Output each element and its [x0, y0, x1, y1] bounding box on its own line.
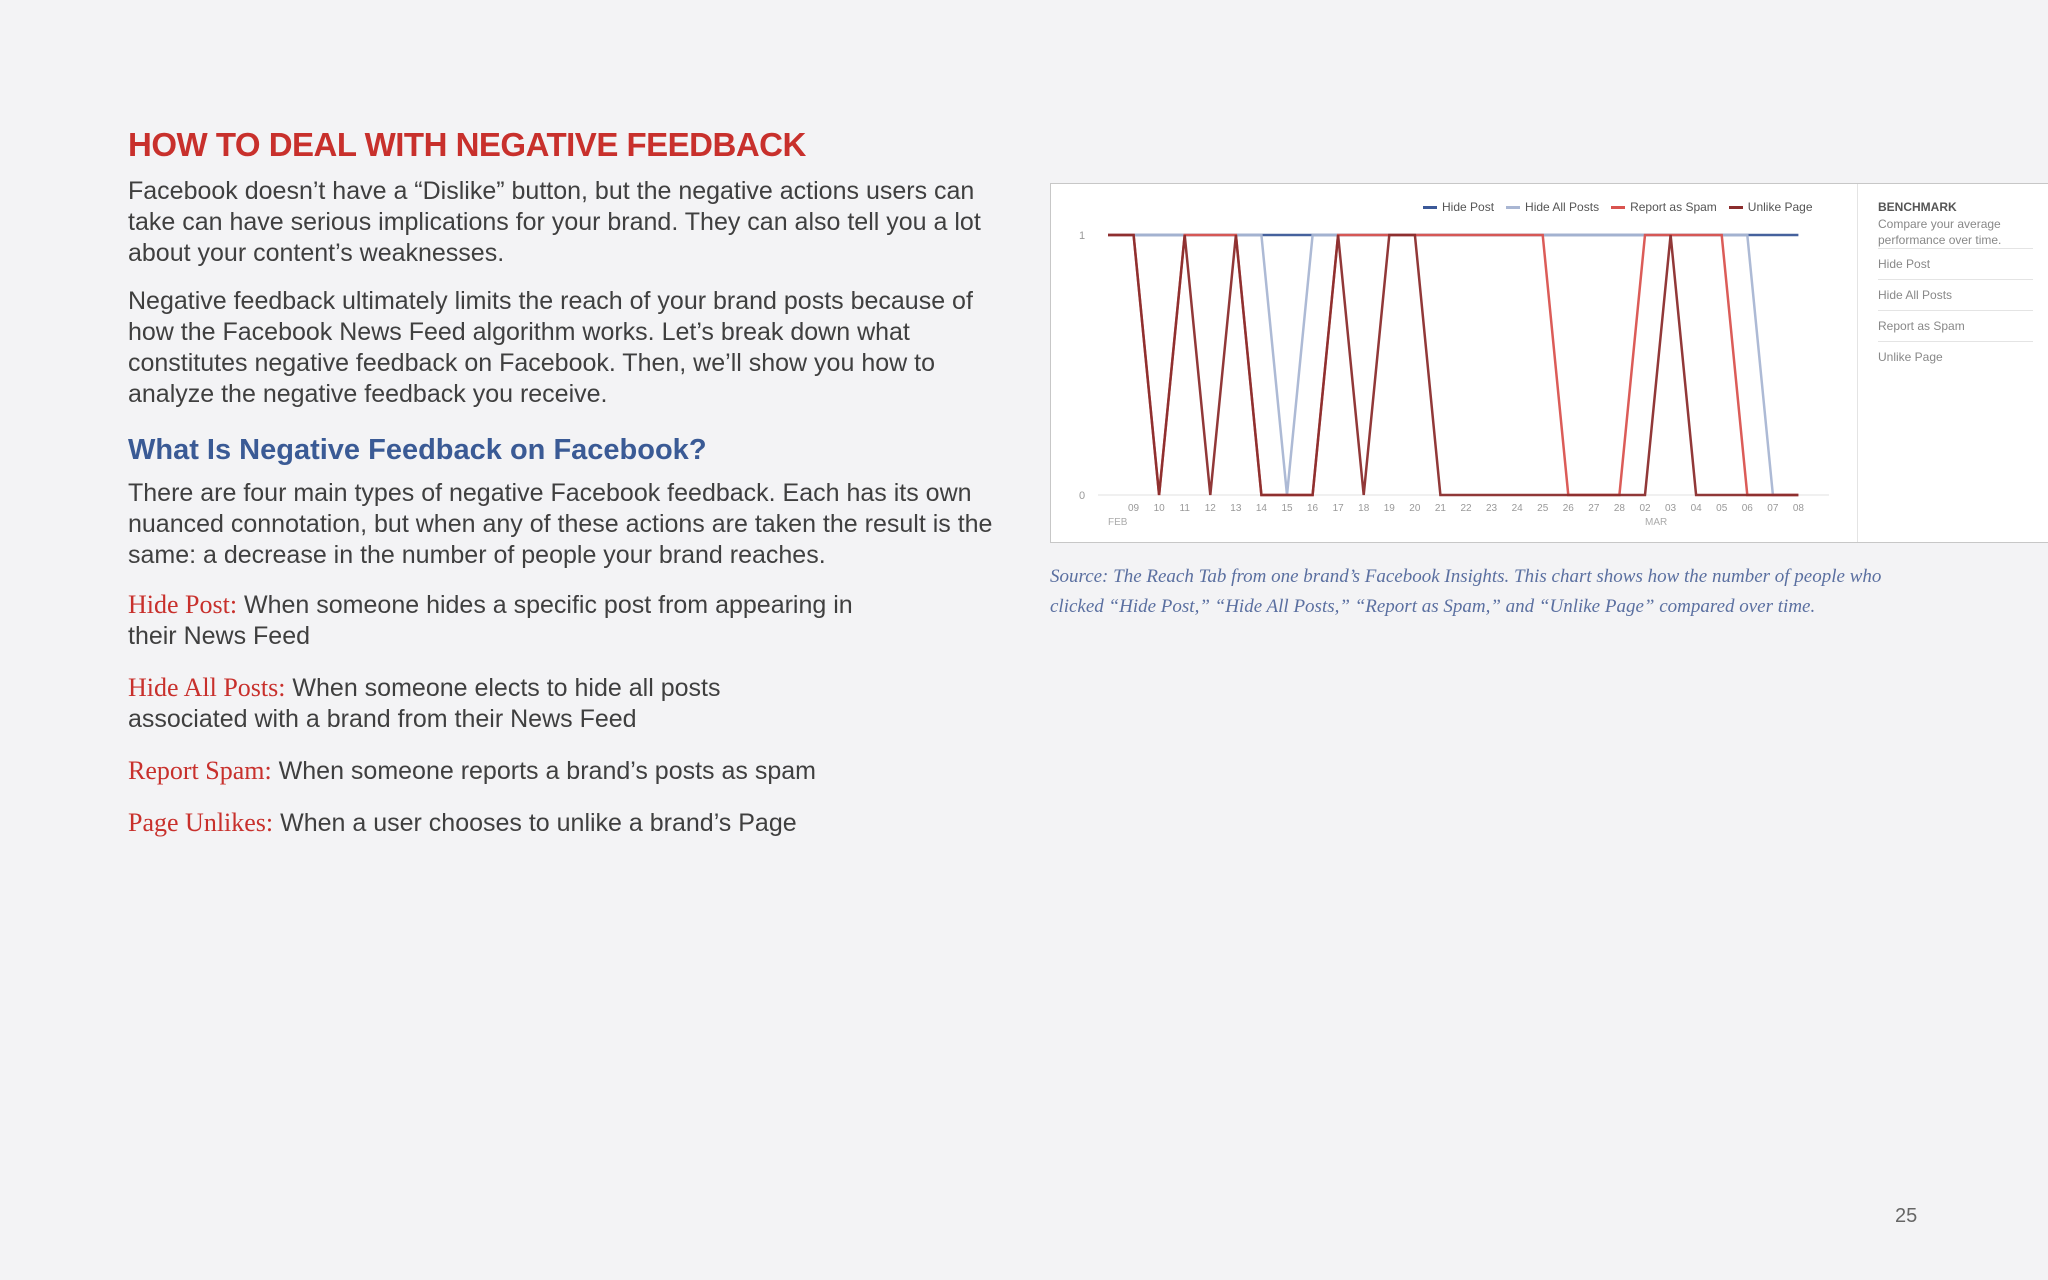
definition-report-spam: [128, 755, 1008, 787]
legend-label: Unlike Page: [1747, 200, 1813, 214]
x-tick-label: 02: [1639, 503, 1651, 514]
x-tick-label: 05: [1716, 503, 1728, 514]
chart-caption: Source: The Reach Tab from one brand’s Facebook Insights. This chart shows how the number of people who clicked “Hide Post,” “Hide All Posts,” “Report as Spam,” and “Unlike Page” compared over time.: [1050, 566, 1882, 617]
x-tick-label: 18: [1358, 503, 1370, 514]
x-tick-label: 26: [1562, 503, 1574, 514]
x-tick-label: 04: [1690, 503, 1702, 514]
x-tick-label: 19: [1383, 503, 1395, 514]
x-tick-label: 20: [1409, 503, 1421, 514]
x-tick-label: 27: [1588, 503, 1600, 514]
x-tick-label: 25: [1537, 503, 1549, 514]
definition-hide-post: [128, 589, 888, 652]
x-tick-label: 11: [1179, 503, 1190, 514]
definition-text: When someone elects to hide all posts associated with a brand from their News Feed: [128, 674, 721, 733]
y-tick-label: 0: [1079, 490, 1086, 502]
legend-item-unlike-page[interactable]: [1729, 200, 1813, 214]
legend-item-hide-post[interactable]: [1423, 200, 1494, 214]
legend-label: Hide Post: [1442, 200, 1495, 214]
definition-term: Report Spam:: [128, 756, 272, 785]
definition-hide-all-posts: [128, 672, 808, 735]
benchmark-item-report-spam[interactable]: Report as Spam: [1878, 310, 2033, 341]
types-paragraph: There are four main types of negative Facebook feedback. Each has its own nuanced connotation, but when any of these actions are taken the result is the same: a decrease in the number of people your brand reaches.: [128, 479, 993, 569]
definition-page-unlikes: [128, 807, 1008, 839]
x-tick-label: 12: [1204, 503, 1216, 514]
definition-term: Hide All Posts:: [128, 673, 286, 702]
legend-label: Report as Spam: [1630, 200, 1717, 214]
x-tick-label: 21: [1434, 503, 1446, 514]
x-tick-label: 03: [1665, 503, 1677, 514]
x-month-label: MAR: [1645, 517, 1668, 528]
x-tick-label: 13: [1230, 503, 1242, 514]
definition-term: Page Unlikes:: [128, 808, 274, 837]
definition-text: When a user chooses to unlike a brand’s Page: [273, 809, 797, 837]
legend-swatch: [1423, 206, 1437, 209]
x-tick-label: 17: [1332, 503, 1344, 514]
x-tick-label: 15: [1281, 503, 1293, 514]
x-tick-label: 08: [1792, 503, 1804, 514]
intro-paragraph-2: Negative feedback ultimately limits the reach of your brand posts because of how the Facebook News Feed algorithm works. Let’s break down what constitutes negative feedback on Facebook. Then, we’ll show you how to analyze the negative feedback you receive.: [128, 287, 973, 408]
legend-swatch: [1506, 206, 1520, 209]
x-tick-label: 09: [1128, 503, 1140, 514]
chart-legend: [1423, 200, 1813, 214]
y-tick-label: 1: [1079, 230, 1086, 242]
benchmark-title: BENCHMARK: [1878, 200, 1957, 214]
benchmark-description: Compare your average performance over time.: [1878, 217, 2002, 247]
legend-swatch: [1729, 206, 1743, 209]
reach-chart: [1050, 183, 2048, 543]
benchmark-panel: [1857, 184, 2048, 542]
legend-item-hide-all-posts[interactable]: [1506, 200, 1599, 214]
definition-text: When someone hides a specific post from appearing in their News Feed: [128, 591, 853, 650]
x-tick-label: 22: [1460, 503, 1472, 514]
legend-label: Hide All Posts: [1525, 200, 1600, 214]
content-column: [128, 122, 1008, 859]
benchmark-item-unlike-page[interactable]: Unlike Page: [1878, 341, 2033, 372]
benchmark-item-hide-all-posts[interactable]: Hide All Posts: [1878, 279, 2033, 310]
intro-paragraph-1: Facebook doesn’t have a “Dislike” button, but the negative actions users can take can have serious implications for your brand. They can also tell you a lot about your content’s weaknesses.: [128, 177, 981, 267]
definitions-list: [128, 589, 1008, 839]
series-line-hide-all-posts: [1108, 235, 1798, 495]
legend-swatch: [1611, 206, 1625, 209]
x-tick-label: 06: [1741, 503, 1753, 514]
x-tick-label: 23: [1486, 503, 1498, 514]
x-tick-label: 24: [1511, 503, 1523, 514]
definition-term: Hide Post:: [128, 590, 238, 619]
page-title: HOW TO DEAL WITH NEGATIVE FEEDBACK: [128, 126, 806, 163]
x-tick-label: 16: [1307, 503, 1319, 514]
benchmark-item-hide-post[interactable]: Hide Post: [1878, 248, 2033, 279]
x-tick-label: 10: [1153, 503, 1165, 514]
definition-text: When someone reports a brand’s posts as spam: [271, 757, 816, 785]
x-tick-label: 28: [1613, 503, 1625, 514]
legend-item-report-spam[interactable]: [1611, 200, 1717, 214]
x-month-label: FEB: [1108, 517, 1128, 528]
series-line-unlike-page: [1108, 235, 1798, 495]
section-subtitle: What Is Negative Feedback on Facebook?: [128, 434, 707, 466]
series-line-report-as-spam: [1108, 235, 1798, 495]
x-tick-label: 14: [1255, 503, 1267, 514]
page-number: 25: [1895, 1205, 1918, 1227]
x-tick-label: 07: [1767, 503, 1779, 514]
